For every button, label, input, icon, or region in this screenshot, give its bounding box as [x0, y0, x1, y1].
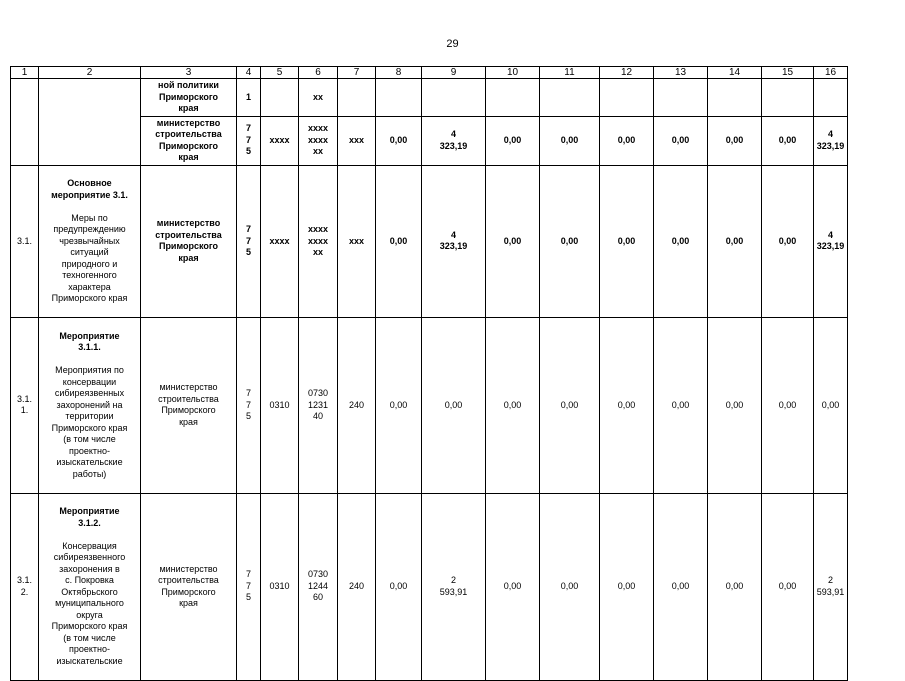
cell-value: 0,00	[762, 318, 814, 494]
cell-value: 0,00	[540, 116, 600, 165]
cell-value: 0,00	[422, 318, 486, 494]
cell-executor: министерство строительства Приморского края	[141, 165, 237, 318]
cell-value: 0,00	[708, 116, 762, 165]
header-cell: 2	[39, 67, 141, 79]
budget-table	[10, 66, 848, 681]
cell-rzpr: хххх	[261, 165, 299, 318]
cell-value: 0,00	[376, 165, 422, 318]
cell-value: 0,00	[708, 165, 762, 318]
cell-value: 0,00	[486, 493, 540, 680]
cell-value: 2 593,91	[422, 493, 486, 680]
cell-value: 0,00	[486, 318, 540, 494]
cell-name	[39, 165, 141, 318]
cell-number: 3.1. 1.	[11, 318, 39, 494]
page-number: 29	[446, 38, 459, 50]
cell-rzpr: хххх	[261, 116, 299, 165]
cell-value	[422, 79, 486, 117]
header-cell: 1	[11, 67, 39, 79]
cell-value: 4 323,19	[422, 165, 486, 318]
header-cell: 4	[237, 67, 261, 79]
header-cell: 12	[600, 67, 654, 79]
cell-value: 0,00	[708, 318, 762, 494]
cell-grbs: 7 7 5	[237, 318, 261, 494]
cell-executor: министерство строительства Приморского края	[141, 116, 237, 165]
cell-vr: 240	[338, 493, 376, 680]
header-cell: 7	[338, 67, 376, 79]
cell-value: 0,00	[376, 116, 422, 165]
table-row	[11, 79, 848, 117]
table-row	[11, 493, 848, 680]
cell-csr: хх	[299, 79, 338, 117]
event-description: Мероприятия по консервации сибиреязвенных захоронений на территории Приморского края (в том числе проектно- изыскательские работы)	[51, 365, 128, 479]
cell-csr: хххх хххх хх	[299, 165, 338, 318]
cell-rzpr: 0310	[261, 493, 299, 680]
header-cell: 3	[141, 67, 237, 79]
cell-value: 0,00	[376, 493, 422, 680]
cell-value: 0,00	[814, 318, 848, 494]
cell-value: 0,00	[600, 318, 654, 494]
cell-number: 3.1. 2.	[11, 493, 39, 680]
cell-value: 0,00	[762, 116, 814, 165]
header-cell: 15	[762, 67, 814, 79]
cell-csr: хххх хххх хх	[299, 116, 338, 165]
header-cell: 9	[422, 67, 486, 79]
header-cell: 6	[299, 67, 338, 79]
cell-value	[376, 79, 422, 117]
event-description: Меры по предупреждению чрезвычайных ситуаций природного и техногенного характера Приморского края	[51, 212, 128, 303]
event-title: Основное мероприятие 3.1.	[51, 178, 128, 200]
cell-grbs: 1	[237, 79, 261, 117]
cell-name	[39, 493, 141, 680]
header-cell: 5	[261, 67, 299, 79]
cell-value	[486, 79, 540, 117]
cell-value	[814, 79, 848, 117]
cell-rzpr: 0310	[261, 318, 299, 494]
header-cell: 14	[708, 67, 762, 79]
table-row	[11, 165, 848, 318]
cell-vr: 240	[338, 318, 376, 494]
cell-executor: министерство строительства Приморского края	[141, 318, 237, 494]
header-cell: 16	[814, 67, 848, 79]
cell-value: 4 323,19	[422, 116, 486, 165]
cell-value: 0,00	[376, 318, 422, 494]
cell-value: 4 323,19	[814, 116, 848, 165]
cell-vr	[338, 79, 376, 117]
cell-value: 0,00	[540, 165, 600, 318]
cell-value: 0,00	[540, 318, 600, 494]
header-cell: 10	[486, 67, 540, 79]
cell-name	[39, 318, 141, 494]
cell-executor: министерство строительства Приморского края	[141, 493, 237, 680]
cell-value	[708, 79, 762, 117]
cell-value: 0,00	[762, 493, 814, 680]
cell-grbs: 7 7 5	[237, 165, 261, 318]
cell-number	[11, 79, 39, 166]
cell-value: 0,00	[654, 165, 708, 318]
cell-value: 0,00	[486, 116, 540, 165]
cell-value: 0,00	[654, 318, 708, 494]
cell-value	[654, 79, 708, 117]
cell-executor: ной политики Приморского края	[141, 79, 237, 117]
cell-value	[600, 79, 654, 117]
cell-value: 0,00	[600, 493, 654, 680]
cell-vr: ххх	[338, 116, 376, 165]
header-cell: 13	[654, 67, 708, 79]
header-cell: 11	[540, 67, 600, 79]
cell-grbs: 7 7 5	[237, 116, 261, 165]
cell-csr: 0730 1231 40	[299, 318, 338, 494]
cell-rzpr	[261, 79, 299, 117]
cell-value: 0,00	[540, 493, 600, 680]
table-header-row	[11, 67, 848, 79]
cell-vr: ххх	[338, 165, 376, 318]
event-title: Мероприятие 3.1.1.	[59, 330, 120, 352]
cell-value: 0,00	[486, 165, 540, 318]
cell-value: 2 593,91	[814, 493, 848, 680]
event-description: Консервация сибиреязвенного захоронения в с. Покровка Октябрьского муниципального округа Приморского края (в том числе проектно- изыскательские	[51, 540, 128, 666]
event-title: Мероприятие 3.1.2.	[59, 506, 120, 528]
cell-csr: 0730 1244 60	[299, 493, 338, 680]
cell-value	[540, 79, 600, 117]
cell-name	[39, 79, 141, 166]
cell-value: 0,00	[600, 165, 654, 318]
cell-value: 0,00	[762, 165, 814, 318]
cell-value: 0,00	[708, 493, 762, 680]
cell-number: 3.1.	[11, 165, 39, 318]
header-cell: 8	[376, 67, 422, 79]
cell-value: 0,00	[600, 116, 654, 165]
cell-value: 0,00	[654, 493, 708, 680]
table-row	[11, 318, 848, 494]
cell-value: 0,00	[654, 116, 708, 165]
cell-value: 4 323,19	[814, 165, 848, 318]
cell-grbs: 7 7 5	[237, 493, 261, 680]
cell-value	[762, 79, 814, 117]
